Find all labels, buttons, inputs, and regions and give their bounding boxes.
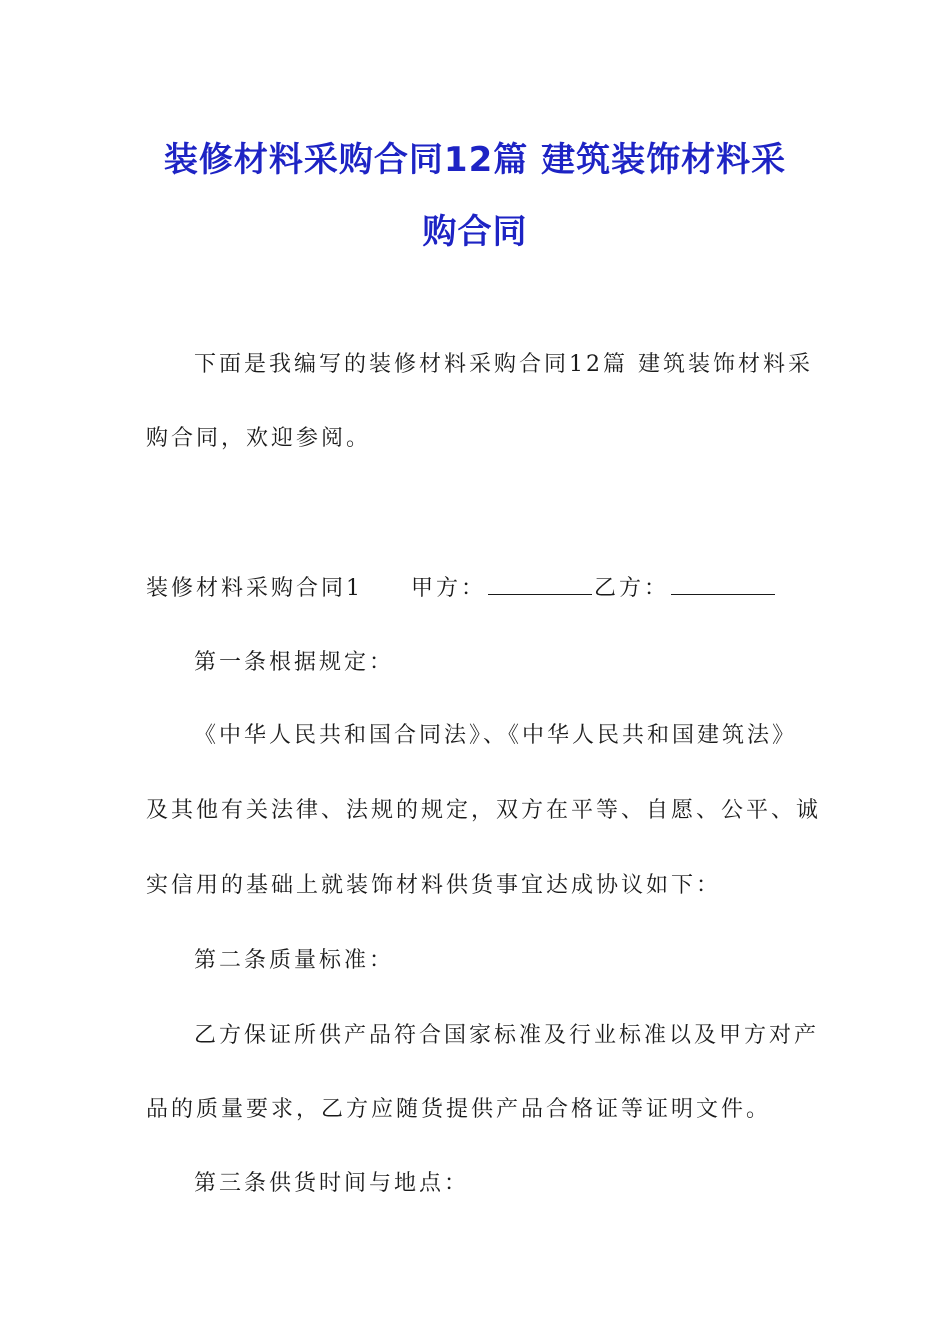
party-a-blank [488, 576, 592, 595]
document-title-line-1: 装修材料采购合同12篇 建筑装饰材料采 [163, 140, 787, 180]
article-1-line-1: 《中华人民共和国合同法》、《中华人民共和国建筑法》 [194, 723, 798, 748]
document-title-line-2: 购合同 [422, 212, 528, 252]
party-a-label: 甲方： [411, 576, 487, 601]
contract-heading: 装修材料采购合同1 [146, 576, 363, 601]
article-2-line-2: 品的质量要求，乙方应随货提供产品合格证等证明文件。 [146, 1097, 772, 1122]
party-b-blank [671, 576, 775, 595]
intro-line-1: 下面是我编写的装修材料采购合同12篇 建筑装饰材料采 [194, 352, 813, 377]
article-1-line-2: 及其他有关法律、法规的规定，双方在平等、自愿、公平、诚 [146, 798, 822, 823]
intro-line-2: 购合同，欢迎参阅。 [146, 426, 372, 451]
article-2-line-1: 乙方保证所供产品符合国家标准及行业标准以及甲方对产 [194, 1023, 820, 1048]
party-b-label: 乙方： [594, 576, 670, 601]
contract-heading-row [146, 571, 777, 602]
article-1-line-3: 实信用的基础上就装饰材料供货事宜达成协议如下： [146, 873, 722, 898]
article-1-heading: 第一条根据规定： [194, 650, 395, 675]
article-2-heading: 第二条质量标准： [194, 948, 395, 973]
article-3-heading: 第三条供货时间与地点： [194, 1171, 470, 1196]
